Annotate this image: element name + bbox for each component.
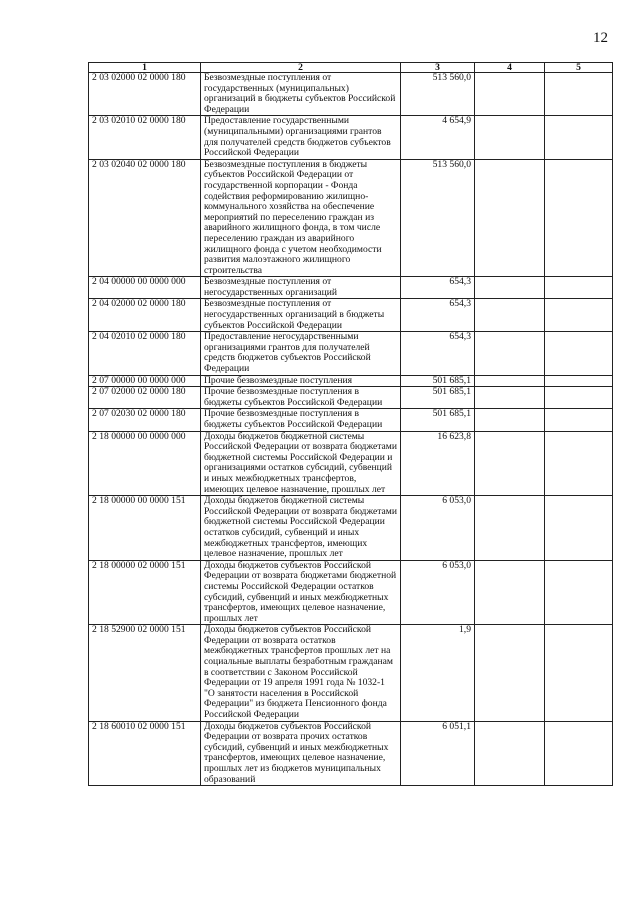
row-code: 2 07 02030 02 0000 180 — [89, 409, 201, 431]
table-row — [89, 332, 613, 375]
row-col5 — [545, 116, 613, 159]
row-amount: 513 560,0 — [401, 159, 475, 277]
row-code: 2 03 02000 02 0000 180 — [89, 73, 201, 116]
table-row — [89, 159, 613, 277]
row-col5 — [545, 496, 613, 561]
row-amount: 654,3 — [401, 277, 475, 299]
table-header-row — [89, 63, 613, 73]
row-amount: 501 685,1 — [401, 375, 475, 387]
row-col4 — [475, 116, 545, 159]
row-code: 2 03 02010 02 0000 180 — [89, 116, 201, 159]
row-col5 — [545, 625, 613, 721]
row-col5 — [545, 159, 613, 277]
row-code: 2 04 00000 00 0000 000 — [89, 277, 201, 299]
row-code: 2 04 02010 02 0000 180 — [89, 332, 201, 375]
row-name: Доходы бюджетов субъектов Российской Федерации от возврата остатков межбюджетных трансфертов прошлых лет на социальные выплаты безработным гражданам в соответствии с Законом Российской Федерации от 19 апреля 1991 года № 1032-1 "О занятости населения в Российской Федерации" из бюджета Пенсионного фонда Российской Федерации — [201, 625, 401, 721]
page-number: 12 — [593, 30, 608, 46]
row-amount: 6 053,0 — [401, 560, 475, 625]
row-col4 — [475, 496, 545, 561]
table-row — [89, 299, 613, 332]
row-col4 — [475, 299, 545, 332]
row-col4 — [475, 332, 545, 375]
table-row — [89, 431, 613, 496]
table-row — [89, 387, 613, 409]
column-header-code: 1 — [89, 63, 201, 73]
row-amount: 501 685,1 — [401, 387, 475, 409]
row-amount: 6 051,1 — [401, 721, 475, 786]
table-row — [89, 625, 613, 721]
row-name: Предоставление государственными (муниципальными) организациями грантов для получателей средств бюджетов субъектов Российской Федерации — [201, 116, 401, 159]
row-col4 — [475, 721, 545, 786]
row-amount: 16 623,8 — [401, 431, 475, 496]
row-col4 — [475, 387, 545, 409]
row-name: Доходы бюджетов бюджетной системы Российской Федерации от возврата бюджетами бюджетной системы Российской Федерации остатков субсидий, субвенций и иных межбюджетных трансфертов, имеющих целевое назначение, прошлых лет — [201, 496, 401, 561]
table-row — [89, 496, 613, 561]
row-col5 — [545, 375, 613, 387]
column-header-4: 4 — [475, 63, 545, 73]
row-col5 — [545, 277, 613, 299]
row-code: 2 04 02000 02 0000 180 — [89, 299, 201, 332]
row-col5 — [545, 73, 613, 116]
row-code: 2 03 02040 02 0000 180 — [89, 159, 201, 277]
table-row — [89, 409, 613, 431]
table-row — [89, 277, 613, 299]
row-col4 — [475, 409, 545, 431]
column-header-amount: 3 — [401, 63, 475, 73]
row-col4 — [475, 73, 545, 116]
row-col5 — [545, 560, 613, 625]
row-col4 — [475, 277, 545, 299]
table-row — [89, 721, 613, 786]
row-name: Безвозмездные поступления в бюджеты субъектов Российской Федерации от государственной корпорации - Фонда содействия реформированию жилищно-коммунального хозяйства на обеспечение мероприятий по переселению граждан из аварийного жилищного фонда, в том числе переселению граждан из аварийного жилищного фонда с учетом необходимости развития малоэтажного жилищного строительства — [201, 159, 401, 277]
table-row — [89, 116, 613, 159]
row-col5 — [545, 332, 613, 375]
row-col4 — [475, 159, 545, 277]
table-body — [89, 73, 613, 786]
row-amount: 6 053,0 — [401, 496, 475, 561]
row-col5 — [545, 387, 613, 409]
column-header-5: 5 — [545, 63, 613, 73]
table-row — [89, 73, 613, 116]
row-name: Безвозмездные поступления от государственных (муниципальных) организаций в бюджеты субъектов Российской Федерации — [201, 73, 401, 116]
row-amount: 1,9 — [401, 625, 475, 721]
row-amount: 654,3 — [401, 299, 475, 332]
row-name: Безвозмездные поступления от негосударственных организаций — [201, 277, 401, 299]
row-name: Доходы бюджетов субъектов Российской Федерации от возврата прочих остатков субсидий, субвенций и иных межбюджетных трансфертов, имеющих целевое назначение, прошлых лет из бюджетов муниципальных образований — [201, 721, 401, 786]
row-amount: 4 654,9 — [401, 116, 475, 159]
row-code: 2 18 60010 02 0000 151 — [89, 721, 201, 786]
row-code: 2 18 00000 00 0000 000 — [89, 431, 201, 496]
column-header-name: 2 — [201, 63, 401, 73]
row-col5 — [545, 431, 613, 496]
row-code: 2 18 52900 02 0000 151 — [89, 625, 201, 721]
row-name: Прочие безвозмездные поступления в бюджеты субъектов Российской Федерации — [201, 409, 401, 431]
row-name: Доходы бюджетов бюджетной системы Российской Федерации от возврата бюджетами бюджетной системы Российской Федерации и организациями остатков субсидий, субвенций и иных межбюджетных трансфертов, имеющих целевое назначение, прошлых лет — [201, 431, 401, 496]
row-col5 — [545, 409, 613, 431]
row-col5 — [545, 299, 613, 332]
table-row — [89, 560, 613, 625]
row-col5 — [545, 721, 613, 786]
row-amount: 501 685,1 — [401, 409, 475, 431]
row-name: Доходы бюджетов субъектов Российской Федерации от возврата бюджетами бюджетной системы Российской Федерации остатков субсидий, субвенций и иных межбюджетных трансфертов, имеющих целевое назначение, прошлых лет — [201, 560, 401, 625]
row-name: Предоставление негосударственными организациями грантов для получателей средств бюджетов субъектов Российской Федерации — [201, 332, 401, 375]
row-col4 — [475, 375, 545, 387]
row-name: Прочие безвозмездные поступления в бюджеты субъектов Российской Федерации — [201, 387, 401, 409]
row-col4 — [475, 431, 545, 496]
row-code: 2 18 00000 02 0000 151 — [89, 560, 201, 625]
row-code: 2 07 02000 02 0000 180 — [89, 387, 201, 409]
row-name: Прочие безвозмездные поступления — [201, 375, 401, 387]
budget-revenue-table — [88, 62, 613, 786]
row-amount: 654,3 — [401, 332, 475, 375]
row-name: Безвозмездные поступления от негосударственных организаций в бюджеты субъектов Российской Федерации — [201, 299, 401, 332]
row-code: 2 18 00000 00 0000 151 — [89, 496, 201, 561]
row-code: 2 07 00000 00 0000 000 — [89, 375, 201, 387]
row-amount: 513 560,0 — [401, 73, 475, 116]
row-col4 — [475, 625, 545, 721]
row-col4 — [475, 560, 545, 625]
table-row — [89, 375, 613, 387]
